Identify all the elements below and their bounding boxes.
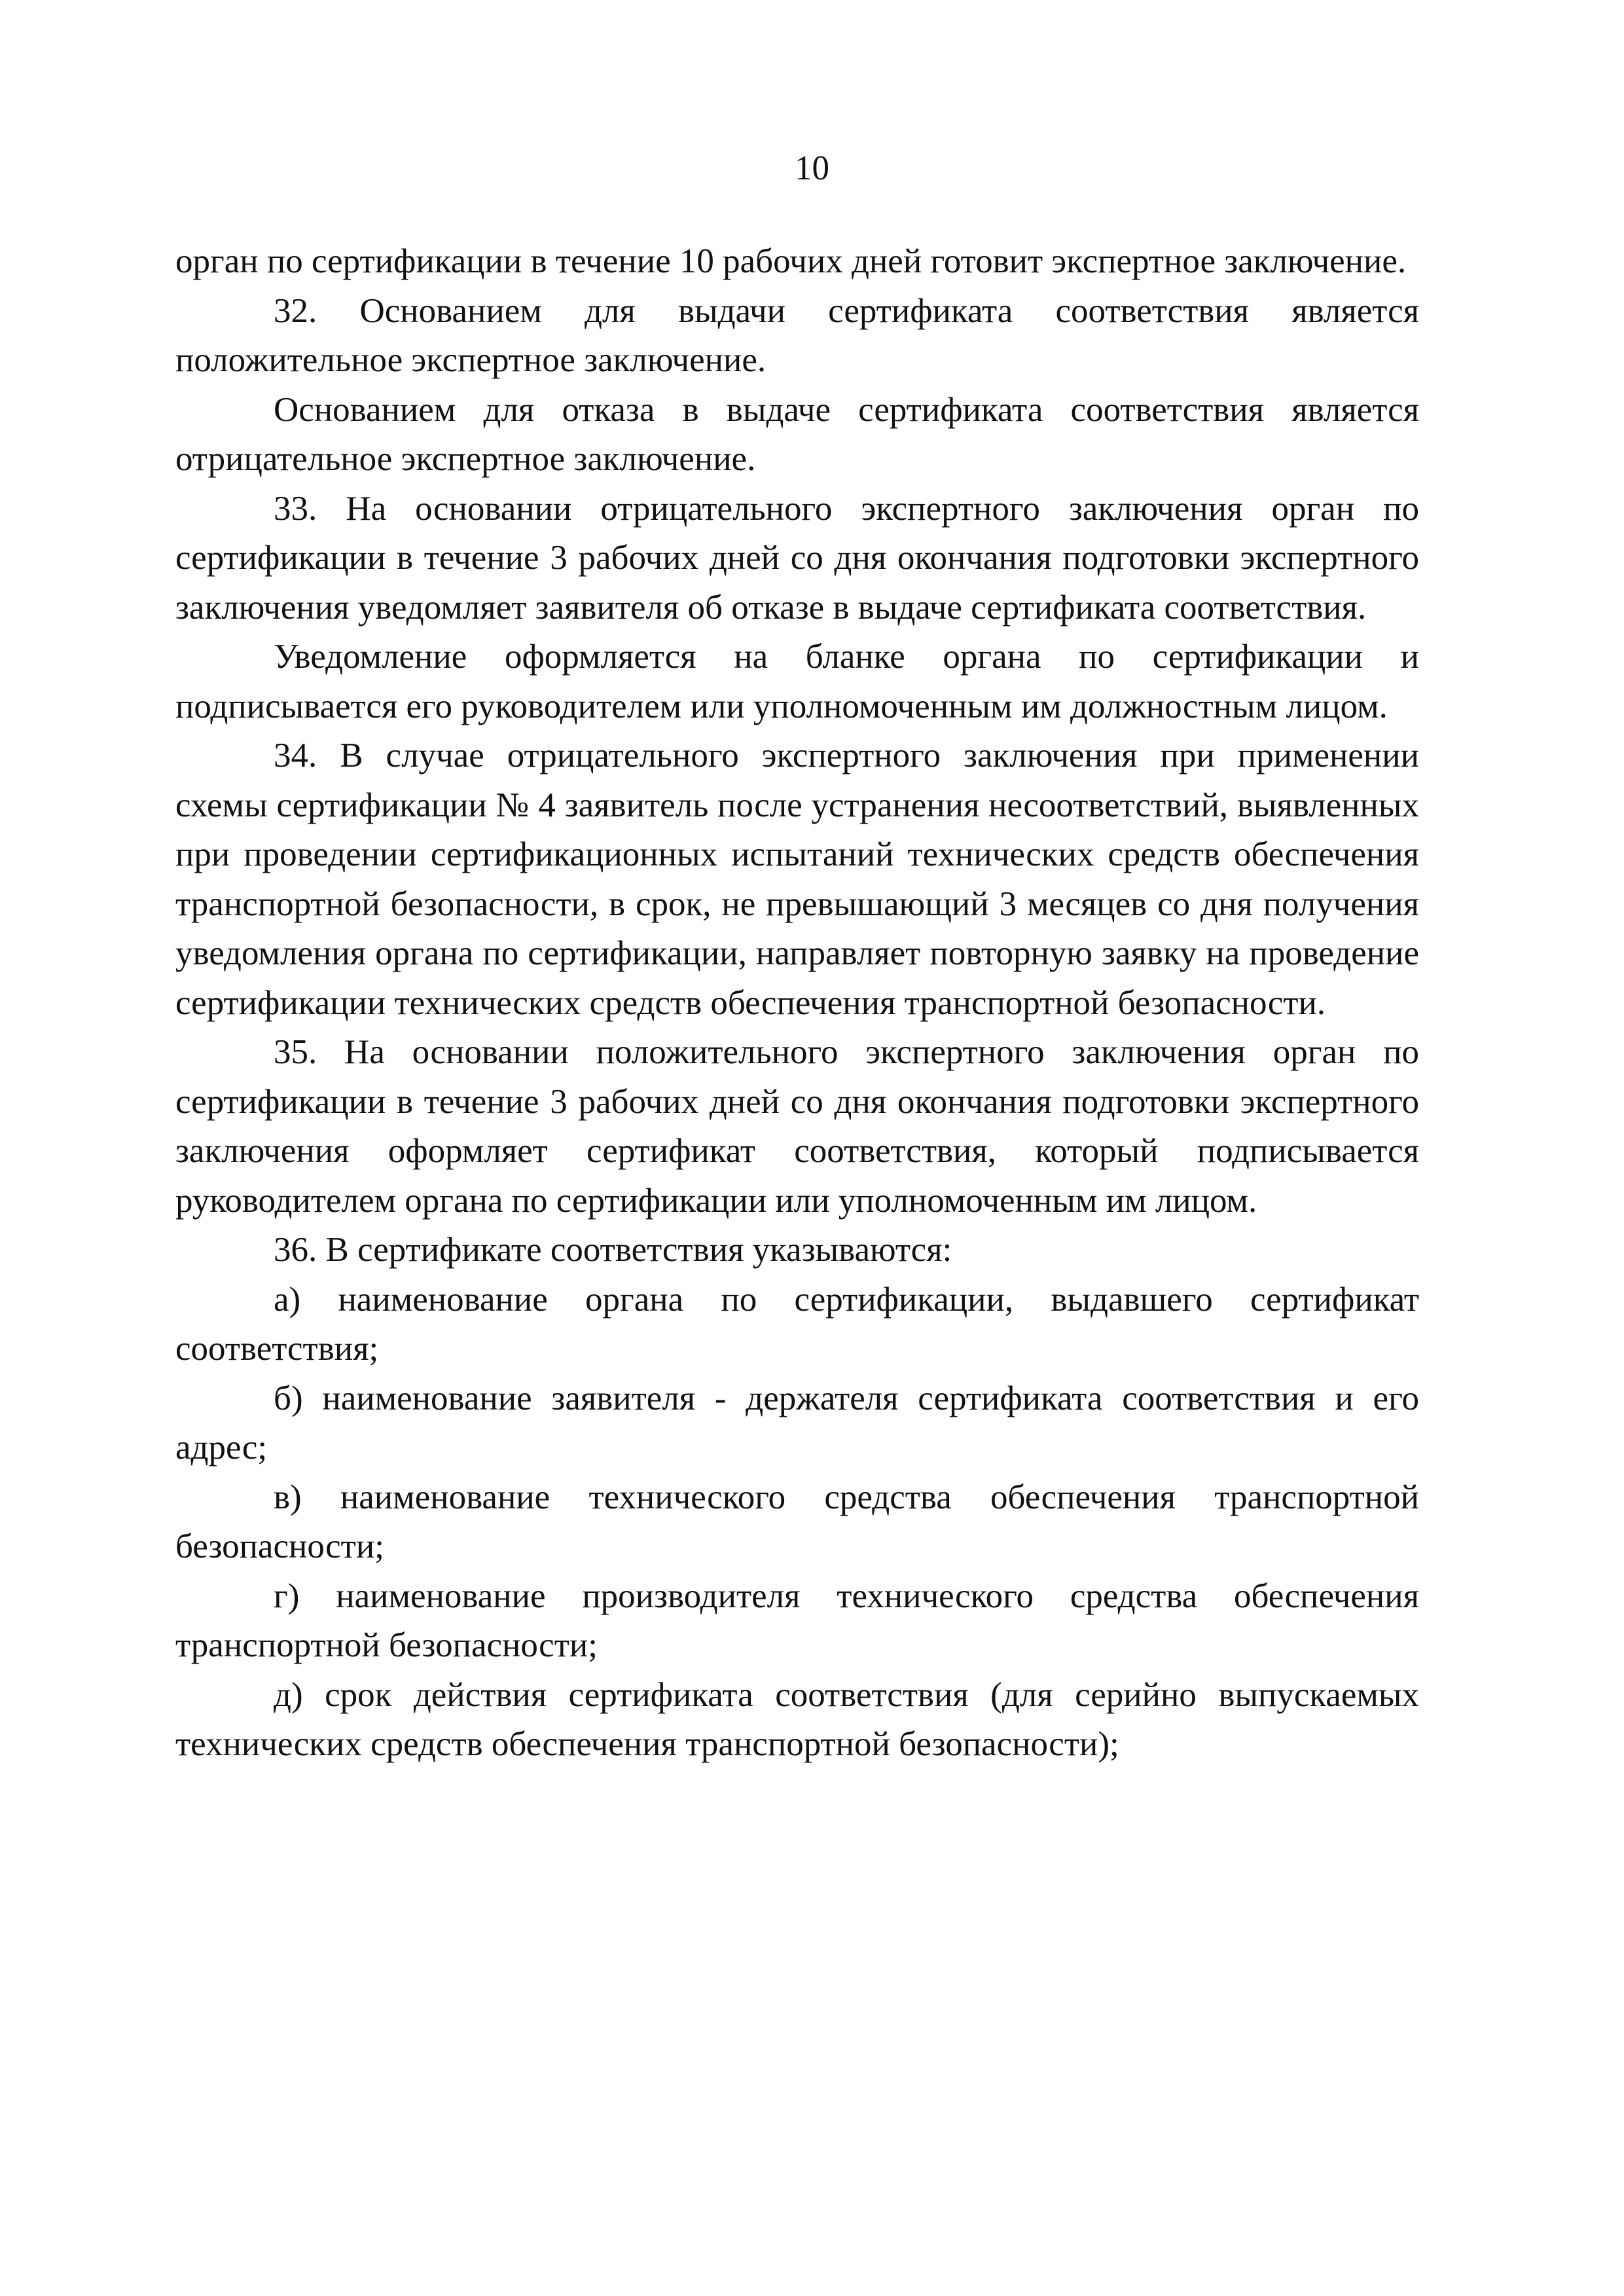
list-item-a: а) наименование органа по сертификации, выдавшего сертификат соответствия;: [175, 1280, 1419, 1368]
paragraph-35: 35. На основании положительного экспертного заключения орган по сертификации в течение 3 рабочих дней со дня окончания подготовки экспертного заключения оформляет сертификат соответствия, который подписывается руководителем органа по сертификации или уполномоченным им лицом.: [175, 1033, 1419, 1220]
paragraph-32: 32. Основанием для выдачи сертификата соответствия является положительное экспертное заключение.: [175, 291, 1419, 379]
document-body: [175, 237, 1419, 1770]
list-item-v: в) наименование технического средства обеспечения транспортной безопасности;: [175, 1478, 1419, 1565]
list-item-b: б) наименование заявителя - держателя сертификата соответствия и его адрес;: [175, 1379, 1419, 1467]
paragraph-33: 33. На основании отрицательного экспертного заключения орган по сертификации в течение 3 рабочих дней со дня окончания подготовки экспертного заключения уведомляет заявителя об отказе в выдаче сертификата соответствия.: [175, 489, 1419, 627]
paragraph-32-refusal: Основанием для отказа в выдаче сертификата соответствия является отрицательное экспертное заключение.: [175, 390, 1419, 478]
list-item-d: д) срок действия сертификата соответствия (для серийно выпускаемых технических средств обеспечения транспортной безопасности);: [175, 1675, 1419, 1763]
paragraph-33-notice: Уведомление оформляется на бланке органа по сертификации и подписывается его руководителем или уполномоченным им должностным лицом.: [175, 638, 1419, 725]
list-item-g: г) наименование производителя технического средства обеспечения транспортной безопасности;: [175, 1576, 1419, 1664]
page-number: 10: [795, 149, 829, 187]
paragraph-34: 34. В случае отрицательного экспертного заключения при применении схемы сертификации № 4 заявитель после устранения несоответствий, выявленных при проведении сертификационных испытаний технических средств обеспечения транспортной безопасности, в срок, не превышающий 3 месяцев со дня получения уведомления органа по сертификации, направляет повторную заявку на проведение сертификации технических средств обеспечения транспортной безопасности.: [175, 737, 1419, 1022]
paragraph-36: 36. В сертификате соответствия указываются:: [274, 1231, 952, 1269]
paragraph-continuation: орган по сертификации в течение 10 рабочих дней готовит экспертное заключение.: [175, 242, 1407, 280]
